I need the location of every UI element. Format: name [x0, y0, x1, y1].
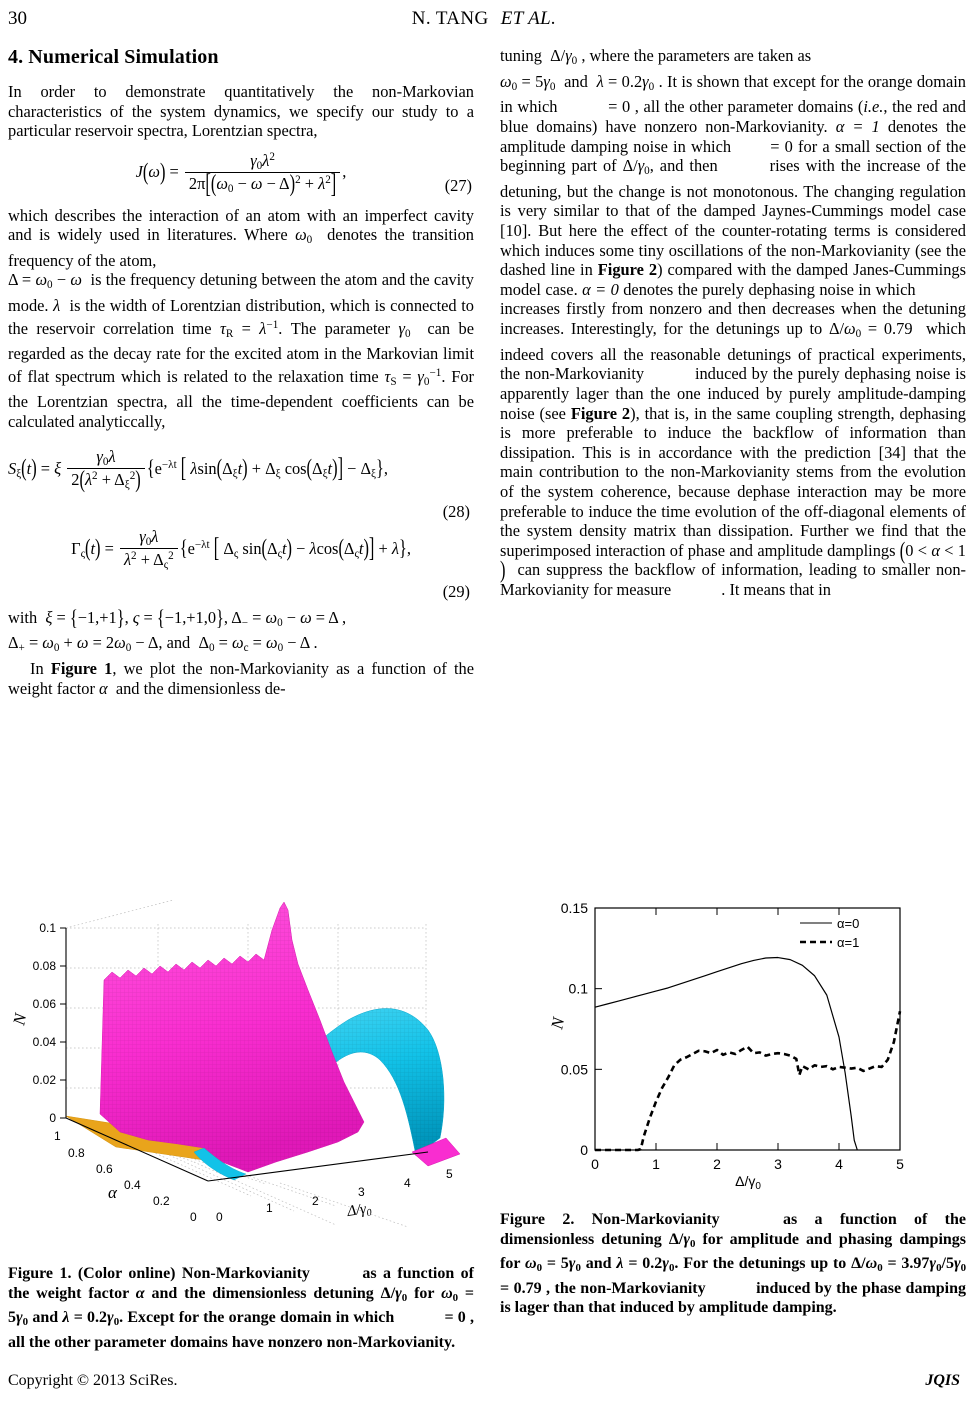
rp-x: can suppress the backflow of information, leading to smaller non-Markovianity for measure: [500, 560, 966, 599]
fig2-y-tick-label: 0.1: [568, 980, 588, 997]
equation-29: $\Gamma_\varsigma(t)$ = $\frac{\gamma_0\lambda}{\lambda^2 + \Delta_\varsigma^2}$ {$e^{-\lambda t}$ [ $\Delta_\varsigma$ $\sin(\Delta_\varsigma t) - \lambda\cos(\Delta_\varsigma t)] + \lambda$},: [71, 526, 411, 572]
equation-27-fraction: $\frac{\gamma_0\lambda^2}{2\pi[(\omega_0 - \omega - \Delta)^2 + \lambda^2]}$: [185, 151, 340, 196]
fig2-y-tick-label: 0.15: [560, 900, 588, 916]
running-authors-name: N. TANG: [411, 8, 489, 29]
section-heading: 4. Numerical Simulation: [8, 46, 219, 68]
fig2-cap-c: for amplitude and phasing dampings for: [500, 1230, 967, 1273]
figure-2-line-plot: [500, 890, 966, 1210]
rp-a: tuning: [500, 46, 542, 65]
fig1-cap-g: = 0 , all the other parameter domains have nonzero non-Markovianity.: [8, 1309, 475, 1351]
paragraph-intro: In order to demonstrate quantitatively the non-Markovian characteristics of the system dynamics, we specify our study to a particular reservoir spectra, Lorentzian spectra,: [8, 82, 474, 141]
fig2-cap-g: , the non-Markovianity: [546, 1279, 706, 1297]
para2-e: . The parameter: [278, 318, 391, 338]
rp-l: rises with the increase of the detuning, but the change is not monotonous. The changing regulation is very similar to that of the damped Jaynes-Cummings model case [10]. But here the effect of the counter-rotating terms is considered which induces some tiny oscillations of the non-Markovianity (see the dashed line in: [500, 156, 966, 280]
left-column: [8, 46, 474, 698]
fig1-alpha-axis-label: α: [108, 1183, 117, 1202]
para2-g: . For the Lorentzian spectra, all the time-dependent coefficients can be calculated analyticcally,: [8, 366, 474, 431]
fig2-cap-a: Non-Markovianity: [591, 1211, 720, 1228]
rp-m: Figure 2: [597, 260, 658, 280]
page-number: 30: [8, 8, 27, 29]
and-label: , and: [158, 633, 191, 653]
svg-text:0.8: 0.8: [68, 1146, 85, 1160]
fig2-cap-h: induced by the phase damping is lager than that induced by amplitude damping.: [500, 1279, 967, 1317]
copyright-notice: Copyright © 2013 SciRes.: [8, 1372, 178, 1389]
equation-29-number: (29): [442, 581, 470, 601]
fig2-x-axis-label: $\Delta/\gamma_0$: [735, 1173, 761, 1192]
rp-n: ) compared with the damped Janes-Cummings model case.: [500, 260, 966, 299]
svg-text:0.4: 0.4: [124, 1178, 141, 1192]
svg-text:0.2: 0.2: [153, 1194, 170, 1208]
svg-text:0.04: 0.04: [32, 1035, 56, 1049]
fig1-cap-d: for: [414, 1284, 435, 1302]
paragraph-right-main: tuning $\Delta/\gamma_0$ , where the parameters are taken as $\omega_0 = 5\gamma_0$ and $\lambda = 0.2\gamma_0$ . It is shown that except for the orange domain in which = 0 , all the other parameter domains (i.e., the red and blue domains) have nonzero non-Markovianity. α = 1 denotes the amplitude damping noise in which = 0 for a small section of the beginning part of $\Delta/\gamma_0$, and then rises with the increase of the detuning, but the change is not monotonous. The changing regulation is very similar to that of the damped Jaynes-Cummings model case [10]. But here the effect of the counter-rotating terms is considered which induces some tiny oscillations of the non-Markovianity (see the dashed line in Figure 2) compared with the damped Janes-Cummings model case. α = 0 denotes the purely dephasing noise in which increases firstly from nonzero and then decreases when the detuning increases. Interestingly, for the detunings up to $\Delta/\omega_0 = 0.79$ which indeed covers all the reasonable detunings of practical experiments, the non-Markovianity induced by the purely dephasing noise is apparently lager than the one induced by purely amplitude-damping noise (see Figure 2), that is, in the same coupling strength, dephasing is more preferable to induce the backflow of information than dissipation. This is in accordance with the prediction [34] that the main contribution to the non-Markovianity stems from the evolution of the system coherence, because dephase interaction may be more preferable to induce the time evolution of the off-diagonal elements of the system density matrix than dissipation. Further we find that the superimposed interaction of phase and amplitude damplings (0 < α < 1) can suppress the backflow of information, leading to smaller non-Markovianity for measure . It means that in: [500, 46, 967, 599]
svg-text:0: 0: [216, 1210, 223, 1224]
paragraph-describes: which describes the interaction of an atom with an imperfect cavity and is widely used in literatures. Where $\omega_0$ denotes the transition frequency of the atom, $\Delta = \omega_0 - \omega$ is the frequency detuning between the atom and the cavity mode. λ is the width of Lorentzian distribution, which is connected to the reservoir correlation time $\tau_R = \lambda^{-1}$. The parameter $\gamma_0$ can be regarded as the decay rate for the excited atom in the Markovian limit of flat spectrum which is related to the relaxation time $\tau_S = \gamma_0^{-1}$. For the Lorentzian spectra, all the time-dependent coefficients can be calculated analyticcally,: [8, 205, 474, 431]
figure-1-caption: Figure 1. (Color online) Non-Markovianity as a function of the weight factor α and the dimensionless detuning $\Delta/\gamma_0$ for $\omega_0 = 5\gamma_0$ and $\lambda = 0.2\gamma_0$. Except for the orange domain in which = 0 , all the other parameter domains have nonzero non-Markovianity.: [8, 1265, 475, 1351]
figure-2-caption: Figure 2. Non-Markovianity as a function of the dimensionless detuning $\Delta/\gamma_0$ for amplitude and phasing dampings for $\omega_0 = 5\gamma_0$ and $\lambda = 0.2\gamma_0$. For the detunings up to $\Delta/\omega_0 = 3.97\gamma_0/5\gamma_0 = 0.79$ , the non-Markovianity induced by the phase damping is lager than that induced by amplitude damping.: [500, 1211, 967, 1317]
fig1-cap-e: and: [32, 1309, 59, 1327]
svg-text:0.06: 0.06: [32, 997, 56, 1011]
fig1-cap-f: . Except for the orange domain in which: [119, 1309, 395, 1327]
running-head: [0, 8, 968, 34]
fig1-z-ticks: [33, 921, 66, 1125]
fig2-y-tick-label: 0.05: [560, 1061, 588, 1078]
rp-q: increases firstly from nonzero and then decreases when the detuning increases. Interestingly, for the detunings up to: [500, 299, 966, 339]
fig2-cap-b: as a function of the dimensionless detuning: [500, 1211, 966, 1248]
rp-u: Figure 2: [570, 403, 631, 423]
svg-text:0.6: 0.6: [96, 1162, 113, 1176]
fig2-series-1: [595, 1011, 900, 1150]
fig2-x-tick-label: 5: [896, 1156, 904, 1172]
fig1-cap-c: and the dimensionless detuning: [151, 1284, 374, 1302]
svg-text:4: 4: [404, 1176, 411, 1190]
fig2-cap-lead: Figure 2.: [500, 1211, 575, 1228]
rp-v: ), that is, in the same coupling strength, dephasing is more preferable to induce the backflow of information than dissipation. This is in accordance with the prediction [34] that the main contribution to the non-Markovianity stems from the evolution of the system coherence, because dephase interaction may be more preferable to induce the time evolution of the off-diagonal elements of the system density matrix than dissipation. Further we find that the superimposed interaction of phase and amplitude damplings: [500, 403, 966, 560]
fig2-cap-d: and: [585, 1255, 612, 1273]
fig2-cap-e: . For the detunings up to: [674, 1255, 847, 1273]
paragraph-figure1-intro: In Figure 1, we plot the non-Markovianity as a function of the weight factor α and the dimensionless de-: [8, 658, 474, 698]
fig1-z-axis-label: N: [9, 1011, 31, 1027]
rp-g: , the red and blue domains) have nonzero non-Markovianity.: [500, 97, 967, 136]
svg-text:5: 5: [446, 1167, 453, 1181]
para2-b: denotes the transition frequency of the atom,: [8, 225, 474, 270]
svg-text:2: 2: [312, 1194, 319, 1208]
fig2-x-tick-label: 0: [591, 1156, 599, 1172]
equation-28: $S_\xi(t) = \xi$ $\frac{\gamma_0\lambda}{2(\lambda^2 + \Delta_\xi^2)}$ {$e^{-\lambda t}$ [ $\lambda\sin(\Delta_\xi t) + \Delta_\xi$ $\cos(\Delta_\xi t)] - \Delta_\xi$},: [8, 446, 388, 493]
fig1-magenta-mesh: [100, 902, 364, 1172]
rp-y: . It means that in: [721, 579, 831, 599]
svg-text:0: 0: [190, 1210, 197, 1224]
rp-t: induced by the purely dephasing noise is apparently lager than the one induced by purely amplitude-damping noise (see: [500, 364, 966, 423]
fig2-y-tick-label: 0: [580, 1142, 588, 1158]
fig2-legend-label-1: α=1: [837, 935, 860, 950]
rp-h: α = 1: [835, 117, 880, 136]
fig1-cap-b: as a function of the weight factor: [8, 1265, 474, 1302]
para2-a: which describes the interaction of an atom with an imperfect cavity and is widely used in literatures. Where: [8, 205, 474, 245]
rp-w: (0 < α < 1): [500, 536, 966, 584]
fig1-cap-a: (Color online) Non-Markovianity: [77, 1265, 310, 1282]
running-authors-etal: ET AL.: [500, 8, 557, 29]
with-label: with: [8, 607, 38, 627]
fig2-series-group: [595, 958, 900, 1150]
figure-1: [8, 900, 474, 1265]
para2-f: can be regarded as the decay rate for the excited atom in the Markovian limit of flat spectrum which is related to the relaxation time: [8, 318, 474, 386]
fig1-detune-axis-label: $\Delta/\gamma_0$: [346, 1201, 373, 1220]
fig2-y-axis-label: N: [547, 1015, 569, 1031]
svg-text:1: 1: [54, 1129, 61, 1143]
fig2-x-tick-label: 1: [652, 1156, 660, 1172]
rp-i: denotes the amplitude damping noise in which: [500, 117, 966, 156]
rp-f: i.e.: [863, 97, 884, 117]
svg-text:0.08: 0.08: [32, 959, 56, 973]
rp-b: , where the parameters are taken as: [581, 46, 812, 65]
rp-s: which indeed covers all the reasonable detunings of practical experiments, the non-Markovianity: [500, 319, 966, 384]
equation-27: J(ω) = $\frac{\gamma_0\lambda^2}{2\pi[(\omega_0 - \omega - \Delta)^2 + \lambda^2]}$ , (27): [135, 150, 472, 200]
rp-r: $\Delta/\omega_0 = 0.79$: [828, 319, 913, 341]
svg-text:0.1: 0.1: [39, 921, 56, 935]
fig2-cap-f: $\Delta/\omega_0 = 3.97\gamma_0/5\gamma_0 = 0.79$: [500, 1255, 967, 1297]
para2-c: is the frequency detuning between the atom and the cavity mode.: [8, 270, 474, 316]
svg-text:1: 1: [266, 1201, 273, 1215]
para2-d: is the width of Lorentzian distribution, which is connected to the reservoir correlation time: [8, 296, 474, 338]
rp-k: , and then: [649, 156, 718, 176]
rp-e: = 0 , all the other parameter domains (: [608, 97, 864, 117]
rp-c: and: [564, 71, 588, 91]
equation-27-number: (27): [444, 175, 472, 195]
journal-abbrev: JQIS: [925, 1372, 960, 1389]
equation-28-number: (28): [442, 501, 470, 521]
fig2-x-tick-label: 2: [713, 1156, 721, 1172]
fig2-legend-label-0: α=0: [837, 916, 860, 931]
svg-text:3: 3: [358, 1185, 365, 1199]
rp-j: = 0 for a small section of the beginning part of: [500, 136, 966, 176]
svg-text:0: 0: [49, 1111, 56, 1125]
rp-p: denotes the purely dephasing noise in which: [623, 279, 916, 299]
svg-text:0.02: 0.02: [32, 1073, 56, 1087]
fig1-cap-lead: Figure 1.: [8, 1265, 72, 1282]
running-authors: [0, 8, 968, 30]
figure-2: [500, 890, 966, 1215]
figure-1-surface-plot: [8, 900, 474, 1260]
paragraph-with-definitions: with ξ = {−1,+1}, ς = {−1,+1,0}, $\Delta_- = \omega_0 - \omega = \Delta$ , $\Delta_+ = \omega_0 + \omega = 2\omega_0 - \Delta$, and $\Delta_0 = \omega_c = \omega_0 - \Delta$ .: [8, 604, 347, 655]
right-column: [500, 46, 966, 599]
fig2-legend: [800, 916, 859, 950]
fig2-x-tick-label: 3: [774, 1156, 782, 1172]
rp-d: . It is shown that except for the orange domain in which: [500, 71, 966, 117]
fig2-x-tick-label: 4: [835, 1156, 843, 1172]
rp-o: α = 0: [582, 279, 619, 299]
